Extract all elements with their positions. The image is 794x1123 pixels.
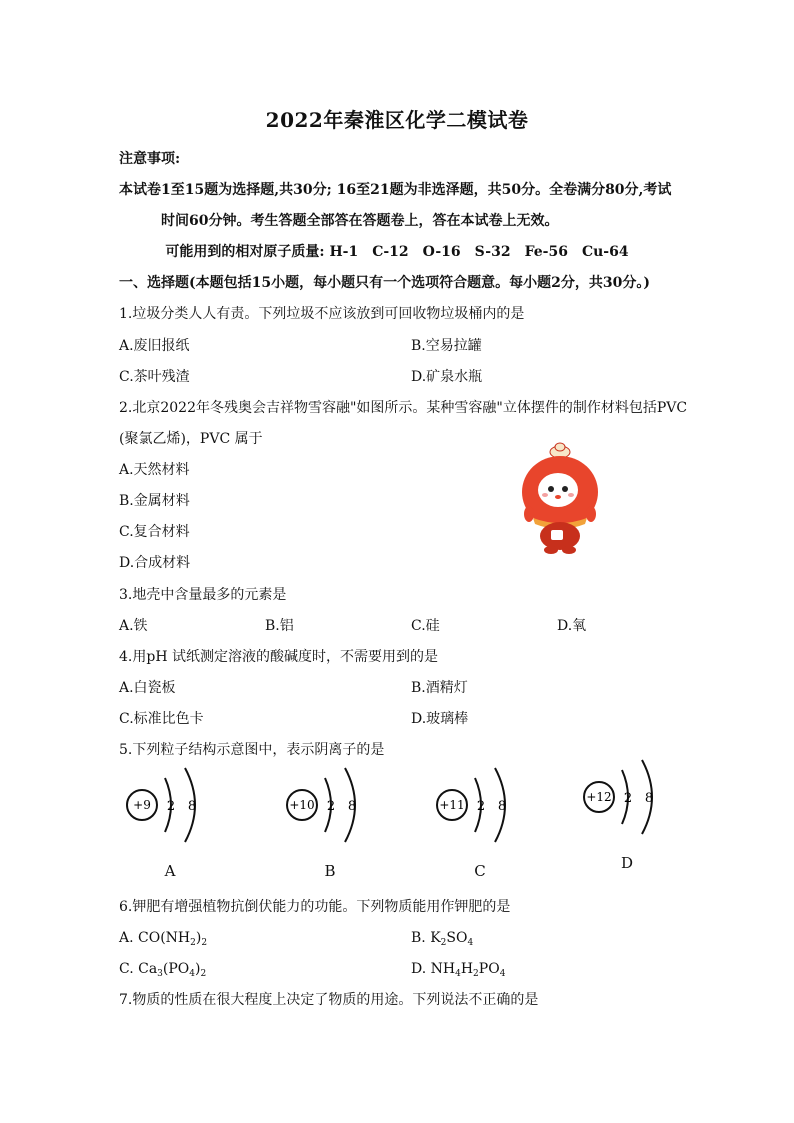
- q1-option-a: A.废旧报纸: [119, 338, 190, 354]
- shell-2-count-a: 8: [187, 799, 197, 814]
- diagram-label-a: A: [164, 862, 176, 880]
- q6-option-a: A. $CO(NH_2)_2$: [119, 930, 208, 948]
- atom-diagram-a: [115, 760, 245, 880]
- atom-diagram-b: [275, 760, 405, 880]
- q1-option-b: B.空易拉罐: [411, 338, 482, 354]
- question-6-stem: 6.钾肥有增强植物抗倒伏能力的功能。下列物质能用作钾肥的是: [119, 899, 511, 915]
- shell-1-count-b: 2: [326, 799, 336, 814]
- page-title: 2022年秦淮区化学二模试卷: [265, 108, 529, 132]
- q6-option-d: D. $NH_4H_2PO_4$: [411, 961, 506, 979]
- nucleus-charge-d: +12: [586, 790, 612, 804]
- shell-2-count-c: 8: [497, 799, 507, 814]
- nucleus-charge-a: +9: [133, 798, 151, 812]
- shell-1-count-d: 2: [623, 791, 633, 806]
- q3-option-d: D.氧: [557, 618, 587, 634]
- notice-line-1: 本试卷1至15题为选择题,共30分; 16至21题为非选泽题，共50分。全卷满分80分,考试: [119, 182, 672, 198]
- nucleus-charge-c: +11: [439, 798, 465, 812]
- q3-option-c: C.硅: [411, 618, 440, 634]
- question-3-stem: 3.地壳中含量最多的元素是: [119, 587, 287, 603]
- atom-diagram-d: [572, 752, 702, 872]
- shell-2-count-b: 8: [347, 799, 357, 814]
- question-2-stem-1: 2.北京2022年冬残奥会吉祥物雪容融"如图所示。某种雪容融"立体摆件的制作材料包括PVC: [119, 400, 688, 416]
- q2-option-b: B.金属材料: [119, 493, 190, 509]
- section-heading: 一、选择题(本题包括15小题，每小题只有一个选项符合题意。每小题2分，共30分。): [119, 275, 650, 291]
- atom-structure-c: [425, 760, 535, 860]
- atomic-masses: 可能用到的相对原子质量: H-1 C-12 O-16 S-32 Fe-56 Cu-64: [165, 244, 629, 260]
- q1-option-c: C.茶叶残渣: [119, 369, 190, 385]
- notice-heading: 注意事项:: [119, 151, 181, 167]
- diagram-label-d: D: [620, 854, 634, 872]
- q3-option-a: A.铁: [119, 618, 148, 634]
- q4-option-a: A.白瓷板: [119, 680, 176, 696]
- question-7-stem: 7.物质的性质在很大程度上决定了物质的用途。下列说法不正确的是: [119, 992, 539, 1008]
- atom-structure-a: [115, 760, 225, 860]
- diagram-label-c: C: [474, 862, 486, 880]
- atom-diagram-c: [425, 760, 555, 880]
- q4-option-d: D.玻璃棒: [411, 711, 469, 727]
- shell-1-count-c: 2: [476, 799, 486, 814]
- q6-option-b: B. $K_2SO_4$: [411, 930, 474, 948]
- question-5-stem: 5.下列粒子结构示意图中，表示阴离子的是: [119, 742, 385, 758]
- atom-structure-b: [275, 760, 385, 860]
- q4-option-c: C.标准比色卡: [119, 711, 204, 727]
- q6-option-c: C. $Ca_3(PO_4)_2$: [119, 961, 207, 979]
- mascot-illustration: [515, 440, 605, 556]
- diagram-label-b: B: [324, 862, 336, 880]
- q2-option-a: A.天然材料: [119, 462, 190, 478]
- q2-option-c: C.复合材料: [119, 524, 190, 540]
- question-1-stem: 1.垃圾分类人人有责。下列垃圾不应该放到可回收物垃圾桶内的是: [119, 306, 525, 322]
- q1-option-d: D.矿泉水瓶: [411, 369, 483, 385]
- shell-1-count-a: 2: [166, 799, 176, 814]
- atom-structure-d: [572, 752, 682, 852]
- q2-option-d: D.合成材料: [119, 555, 191, 571]
- question-4-stem: 4.用pH 试纸测定溶液的酸碱度时，不需要用到的是: [119, 649, 438, 665]
- nucleus-charge-b: +10: [289, 798, 315, 812]
- q3-option-b: B.铝: [265, 618, 294, 634]
- shell-2-count-d: 8: [644, 791, 654, 806]
- notice-line-2: 时间60分钟。考生答题全部答在答题卷上，答在本试卷上无效。: [161, 213, 559, 229]
- q4-option-b: B.酒精灯: [411, 680, 468, 696]
- question-2-stem-2: (聚氯乙烯)，PVC 属于: [119, 431, 263, 447]
